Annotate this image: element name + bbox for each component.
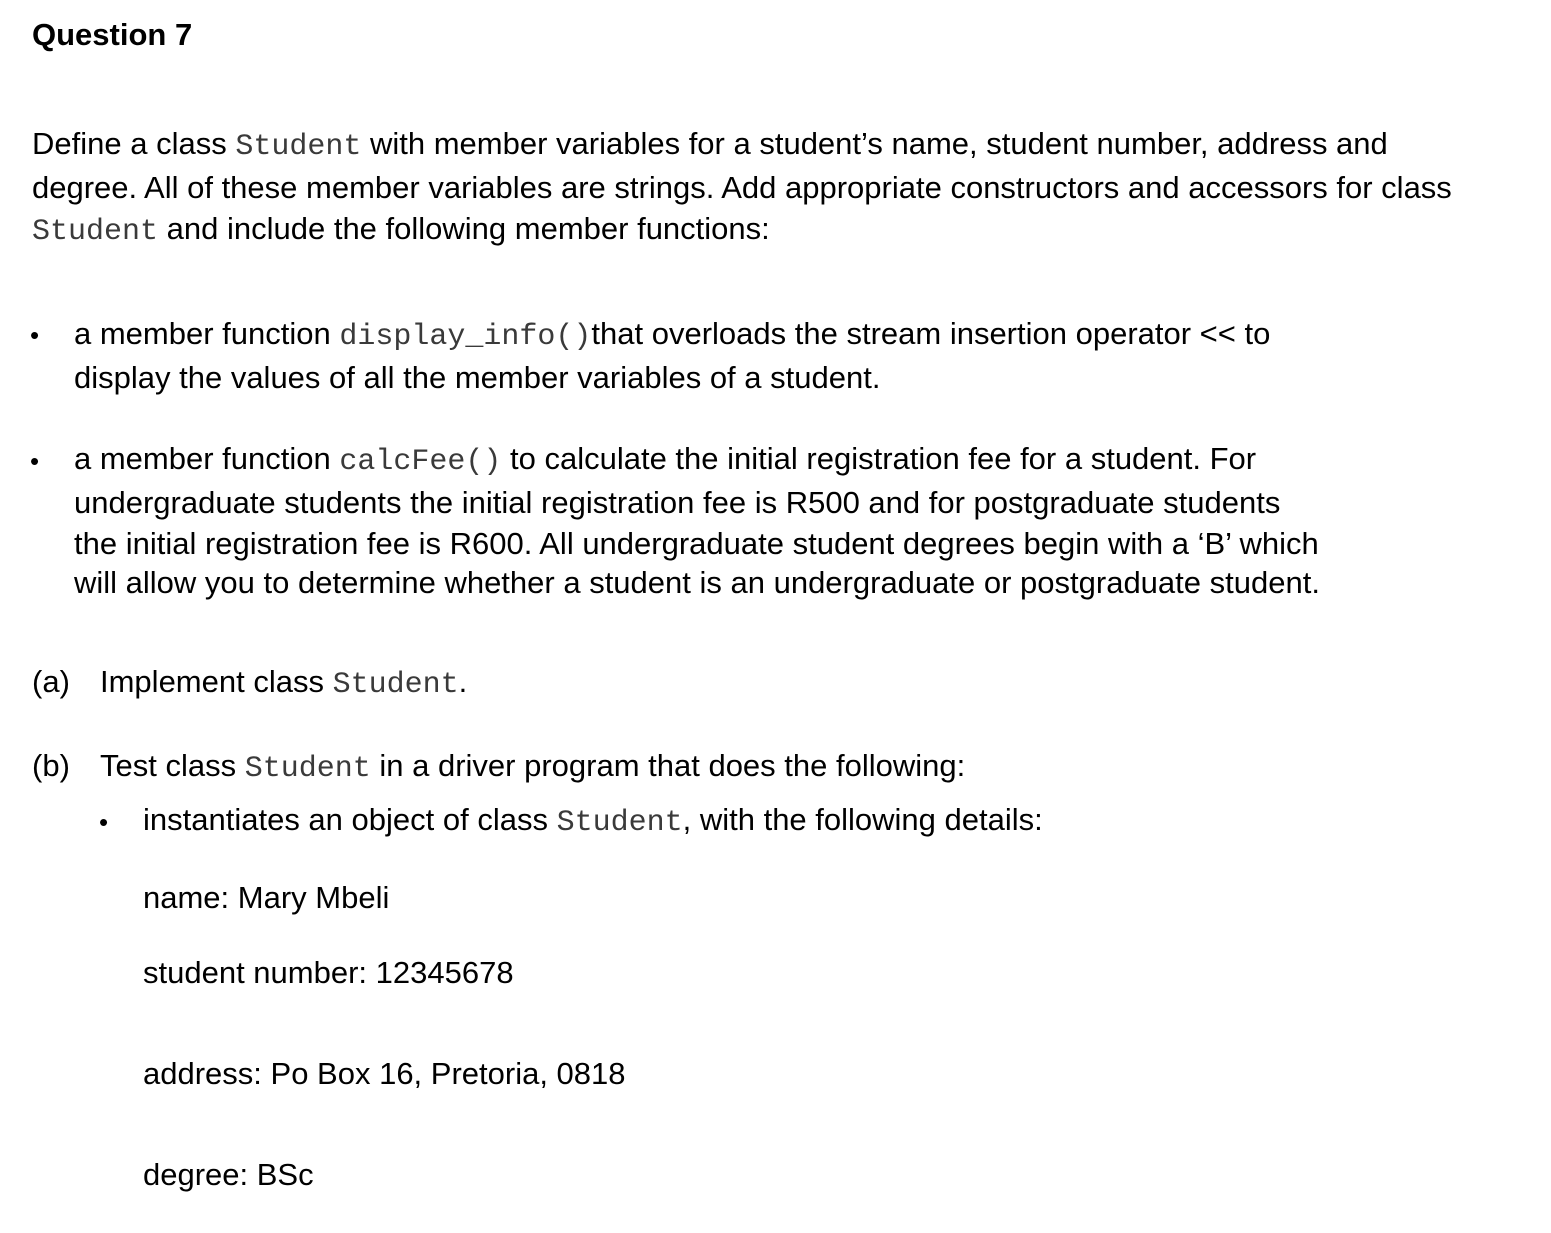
bullet-1-line-2: display the values of all the member variables of a student. — [74, 360, 881, 395]
intro-line-1 — [32, 125, 1388, 166]
intro-line-2: degree. All of these member variables are strings. Add appropriate constructors and accessors for class — [32, 170, 1452, 205]
function-name-code: calcFee() — [339, 445, 502, 479]
detail-name: name: Mary Mbeli — [143, 880, 390, 915]
part-b-bullet-line — [143, 801, 1043, 842]
bullet-marker: • — [30, 446, 40, 476]
detail-address: address: Po Box 16, Pretoria, 0818 — [143, 1056, 626, 1091]
part-b-body: in a driver program that does the following: — [370, 748, 966, 783]
part-a-label: (a) — [32, 664, 70, 699]
part-b-body: Test class — [100, 748, 245, 783]
detail-degree: degree: BSc — [143, 1157, 314, 1192]
part-a-period: . — [458, 664, 468, 699]
intro-text: with member variables for a student’s name, student number, address and — [361, 126, 1388, 161]
bullet-marker: • — [99, 807, 109, 837]
function-name-code: display_info() — [339, 320, 592, 354]
class-name-code: Student — [235, 130, 362, 164]
class-name-code: Student — [556, 806, 683, 840]
bullet-2-line-2: undergraduate students the initial registration fee is R500 and for postgraduate students — [74, 485, 1281, 520]
intro-line-3 — [32, 210, 770, 251]
bullet-text: to calculate the initial registration fee for a student. For — [501, 441, 1257, 476]
class-name-code: Student — [32, 215, 159, 249]
bullet-text: a member function — [74, 316, 340, 351]
bullet-text: that overloads the stream insertion operator << to — [591, 316, 1271, 351]
part-b-text — [100, 747, 965, 788]
part-b-label: (b) — [32, 748, 70, 783]
intro-text: and include the following member functions: — [158, 211, 770, 246]
bullet-text: a member function — [74, 441, 340, 476]
class-name-code: Student — [244, 752, 371, 786]
detail-student-number: student number: 12345678 — [143, 955, 514, 990]
part-b-bullet-text: instantiates an object of class — [143, 802, 557, 837]
question-title: Question 7 — [32, 17, 193, 52]
bullet-2-line-1 — [74, 440, 1256, 481]
part-a-text — [100, 663, 467, 704]
bullet-2-line-3: the initial registration fee is R600. All undergraduate student degrees begin with a ‘B’ which — [74, 526, 1319, 561]
part-a-body: Implement class — [100, 664, 333, 699]
bullet-marker: • — [30, 320, 40, 350]
bullet-1-line-1 — [74, 315, 1270, 356]
part-b-bullet-text: , with the following details: — [682, 802, 1043, 837]
bullet-2-line-4: will allow you to determine whether a student is an undergraduate or postgraduate student. — [74, 565, 1320, 600]
intro-text: Define a class — [32, 126, 236, 161]
class-name-code: Student — [332, 668, 459, 702]
